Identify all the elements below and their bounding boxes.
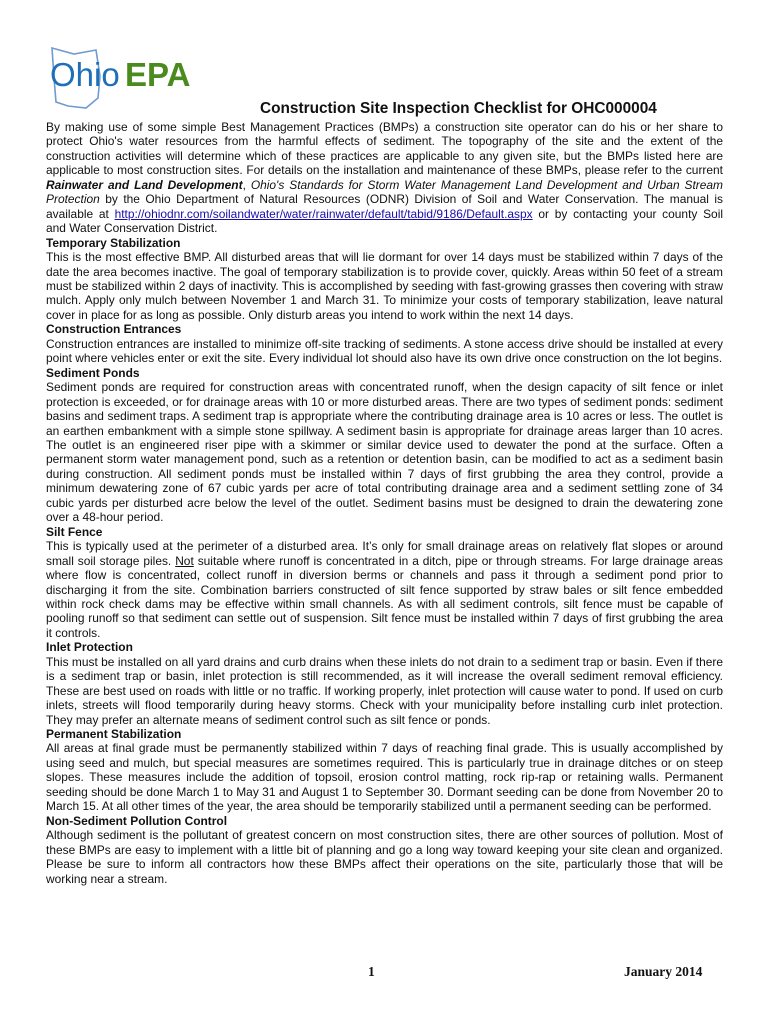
heading-construction-entrances: Construction Entrances (46, 322, 182, 337)
page-title: Construction Site Inspection Checklist for OHC000004 (260, 100, 657, 117)
intro-text-3: by the Ohio Department of Natural Resources (ODNR) Division of Soil and Water Conservation. The manual is available at (46, 192, 723, 221)
text-permanent-stabilization: All areas at final grade must be permanently stabilized within 7 days of reaching final grade. This is usually accomplished by using seed and mulch, but special measures are sometimes required. This is particularly true in drainage ditches or on steep slopes. These measures include the addition of topsoil, erosion control matting, rock rip-rap or retaining walls. Permanent seeding should be done March 1 to May 31 and August 1 to September 30. Dormant seeding can be done from November 20 to March 15. At all other times of the year, the area should be temporarily stabilized until a permanent seeding can be performed. (46, 741, 723, 814)
text-non-sediment: Although sediment is the pollutant of greatest concern on most construction sites, there are other sources of pollution. Most of these BMPs are easy to implement with a little bit of planning and go a long way toward keeping your site clean and organized. Please be sure to inform all contractors how these BMPs affect their operations on the site, particularly those that will be working near a stream. (46, 828, 723, 886)
document-body (46, 120, 723, 886)
intro-text-2: , (242, 177, 251, 192)
manual-title: Rainwater and Land Development (46, 177, 243, 192)
text-construction-entrances: Construction entrances are installed to minimize off-site tracking of sediments. A stone access drive should be installed at every point where vehicles enter or exit the site. Every individual lot should also have its own drive once construction on the lot begins. (46, 336, 723, 366)
silt-fence-text-a: This is typically used at the perimeter of a disturbed area. It’s only for small drainage areas on relatively flat slopes or around small soil storage piles. (46, 539, 723, 568)
heading-non-sediment: Non-Sediment Pollution Control (46, 813, 228, 828)
intro-paragraph (46, 120, 723, 236)
standards-title: Ohio's Standards for Storm Water Management Land Development and Urban Stream Protection (46, 177, 723, 207)
heading-silt-fence: Silt Fence (46, 524, 103, 539)
heading-sediment-ponds: Sediment Ponds (46, 365, 140, 380)
intro-text-4: or by contacting your county Soil and Water Conservation District. (46, 206, 723, 236)
heading-inlet-protection: Inlet Protection (46, 640, 133, 655)
ohio-epa-logo-graphic (46, 44, 218, 112)
heading-temporary-stabilization: Temporary Stabilization (46, 235, 181, 250)
text-sediment-ponds: Sediment ponds are required for construction areas with concentrated runoff, when the design capacity of silt fence or inlet protection is exceeded, or for drainage areas with 10 or more disturbed areas. There are two types of sediment ponds: sediment basins and sediment traps. A sediment trap is appropriate where the contributing drainage area is 10 acres or less. The outlet is an earthen embankment with a simple stone spillway. A sediment basin is appropriate for drainage areas larger than 10 acres. The outlet is an engineered riser pipe with a skimmer or similar device used to dewater the pond at the surface. Often a permanent storm water management pond, such as a retention or detention basin, can be modified to act as a sediment basin during construction. All sediment ponds must be installed within 7 days of first grubbing the area they control, provide a minimum dewatering zone of 67 cubic yards per acre of total contributing drainage area and a sediment settling zone of 34 cubic yards per disturbed acre below the level of the outlet. Sediment basins must be designed to drain the dewatering zone over a 48-hour period. (46, 380, 723, 525)
text-silt-fence (46, 539, 723, 640)
manual-link[interactable]: http://ohiodnr.com/soilandwater/water/rainwater/default/tabid/9186/Default.aspx (114, 206, 533, 221)
logo-text-ohio: Ohio (50, 56, 120, 93)
page-number: 1 (368, 964, 375, 979)
silt-fence-text-b: suitable where runoff is concentrated in a ditch, pipe or through streams. For large drainage areas where flow is concentrated, collect runoff in diversion berms or channels and pass it through a sediment pond prior to discharging it from the site. Combination barriers constructed of silt fence supported by straw bales or silt fence embedded within rock check dams may be effective within small channels. As with all sediment controls, silt fence must be capable of pooling runoff so that sediment can settle out of suspension. Silt fence must be installed within 7 days of first grubbing the area it controls. (46, 553, 723, 640)
silt-fence-not: Not (175, 553, 194, 568)
text-inlet-protection: This must be installed on all yard drains and curb drains when these inlets do not drain to a sediment trap or basin. Even if there is a sediment trap or basin, inlet protection is still recommended, as it will increase the overall sediment removal efficiency. These are best used on roads with little or no traffic. If working properly, inlet protection will cause water to pond. If used on curb inlets, streets will flood temporarily during heavy storms. Check with your municipality before installing curb inlet protection. They may prefer an alternate means of sediment control such as silt fence or ponds. (46, 654, 723, 727)
heading-permanent-stabilization: Permanent Stabilization (46, 727, 182, 742)
footer-date: January 2014 (624, 964, 703, 979)
logo-text-epa: EPA (125, 56, 191, 93)
intro-text-1: By making use of some simple Best Management Practices (BMPs) a construction site operator can do his or her share to protect Ohio's water resources from the harmful effects of sediment. The topography of the site and the extent of the construction activities will determine which of these practices are applicable to any given site, but the BMPs listed here are applicable to most construction sites. For details on the installation and maintenance of these BMPs, please refer to the current (46, 120, 723, 178)
ohio-epa-logo (46, 44, 218, 112)
text-temporary-stabilization: This is the most effective BMP. All disturbed areas that will lie dormant for over 14 days must be stabilized within 7 days of the date the area becomes inactive. The goal of temporary stabilization is to provide cover, quickly. Areas within 50 feet of a stream must be stabilized within 2 days of inactivity. This is accomplished by seeding with fast-growing grasses then covering with straw mulch. Apply only mulch between November 1 and March 31. To minimize your costs of temporary stabilization, leave natural cover in place for as long as possible. Only disturb areas you intend to work within the next 14 days. (46, 250, 723, 322)
